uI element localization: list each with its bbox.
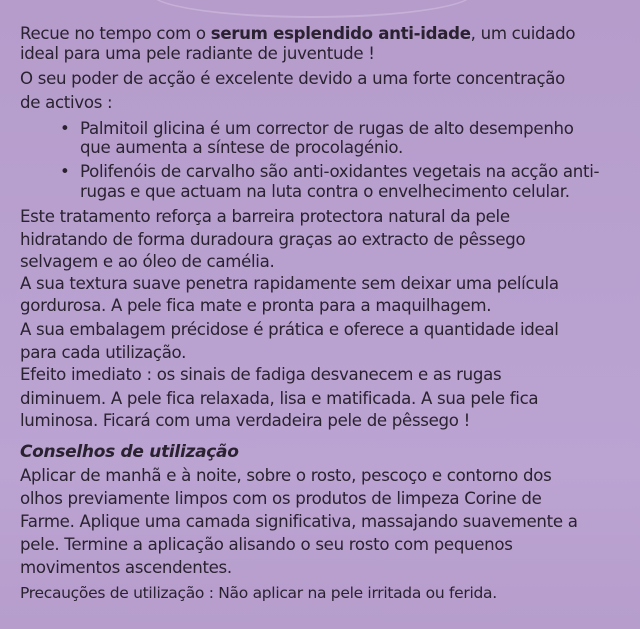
bullet-1-line-2: que aumenta a síntese de procolagénio. [80,138,403,157]
treatment-line-1: Este tratamento reforça a barreira protectora natural da pele [20,207,510,226]
treatment-line-3: selvagem e ao óleo de camélia. [20,252,275,271]
precautions-text: Precauções de utilização : Não aplicar na pele irritada ou ferida. [20,584,497,602]
packaging-line-2: para cada utilização. [20,343,187,362]
product-name: serum esplendido anti-idade [210,24,471,43]
effect-line-3: luminosa. Ficará com uma verdadeira pele de pêssego ! [20,411,470,430]
power-line-1: O seu poder de acção é excelente devido a uma forte concentração [20,69,566,88]
intro-line-2: ideal para uma pele radiante de juventude ! [20,44,375,63]
usage-line-3: Farme. Aplique uma camada significativa, massajando suavemente a [20,512,578,531]
usage-heading: Conselhos de utilização [20,442,239,462]
usage-line-4: pele. Termine a aplicação alisando o seu rosto com pequenos [20,535,513,554]
bullet-2-line-1: Polifenóis de carvalho são anti-oxidantes vegetais na acção anti- [80,162,600,181]
bullet-marker: • [60,119,70,138]
bullet-2-line-2: rugas e que actuam na luta contra o envelhecimento celular. [80,182,570,201]
treatment-line-2: hidratando de forma duradoura graças ao extracto de pêssego [20,230,526,249]
texture-line-2: gordurosa. A pele fica mate e pronta para a maquilhagem. [20,296,492,315]
usage-line-1: Aplicar de manhã e à noite, sobre o rosto, pescoço e contorno dos [20,466,552,485]
effect-line-2: diminuem. A pele fica relaxada, lisa e matificada. A sua pele fica [20,389,539,408]
intro-line-1: Recue no tempo com o serum esplendido anti-idade, um cuidado [20,24,576,43]
texture-line-1: A sua textura suave penetra rapidamente sem deixar uma película [20,274,559,293]
decorative-arc [150,0,474,18]
bullet-1-line-1: Palmitoil glicina é um corrector de rugas de alto desempenho [80,119,574,138]
effect-line-1: Efeito imediato : os sinais de fadiga desvanecem e as rugas [20,365,502,384]
packaging-line-1: A sua embalagem précidose é prática e oferece a quantidade ideal [20,320,559,339]
usage-line-5: movimentos ascendentes. [20,558,232,577]
bullet-marker: • [60,162,70,181]
power-line-2: de activos : [20,93,113,112]
usage-line-2: olhos previamente limpos com os produtos de limpeza Corine de [20,489,542,508]
